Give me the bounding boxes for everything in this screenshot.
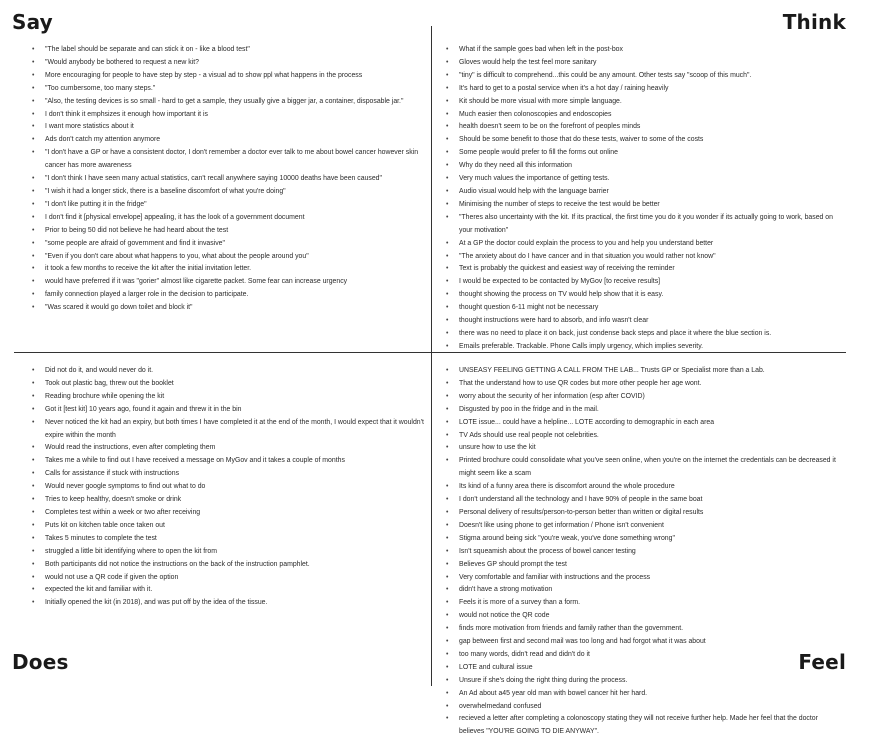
feel-item: • Feels it is more of a survey than a form. (444, 597, 844, 610)
feel-item: • Its kind of a funny area there is discomfort around the whole procedure (444, 481, 844, 494)
does-item: • Took out plastic bag, threw out the booklet (30, 378, 425, 391)
think-item: • Some people would prefer to fill the forms out online (444, 147, 844, 160)
think-item: • I would be expected to be contacted by MyGov [to receive results] (444, 276, 844, 289)
think-item: • Much easier then colonoscopies and endoscopies (444, 109, 844, 122)
feel-item: • Isn't squeamish about the process of bowel cancer testing (444, 546, 844, 559)
think-title: Think (782, 10, 846, 34)
feel-item: • finds more motivation from friends and family rather than the government. (444, 623, 844, 636)
does-item: • Never noticed the kit had an expiry, but both times I have completed it at the end of the month, I would expect that it wouldn't expire within the month (30, 417, 425, 443)
say-title: Say (12, 10, 53, 34)
say-item: • Prior to being 50 did not believe he had heard about the test (30, 225, 425, 238)
think-item: • Kit should be more visual with more simple language. (444, 96, 844, 109)
does-item: • Both participants did not notice the instructions on the back of the instruction pamphlet. (30, 559, 425, 572)
think-item: • "tiny" is difficult to comprehend...this could be any amount. Other tests say "scoop of this much". (444, 70, 844, 83)
does-item: • expected the kit and familiar with it. (30, 584, 425, 597)
feel-item: • That the understand how to use QR codes but more other people her age wont. (444, 378, 844, 391)
feel-item: • recieved a letter after completing a colonoscopy stating they will not receive further help. Made her feel that the doctor believes "YOU'RE GOING TO DIE ANYWAY". (444, 713, 844, 739)
does-item: • struggled a little bit identifying where to open the kit from (30, 546, 425, 559)
think-item: • What if the sample goes bad when left in the post-box (444, 44, 844, 57)
feel-item: • Personal delivery of results/person-to-person better than written or digital results (444, 507, 844, 520)
think-item: • Very much values the importance of getting tests. (444, 173, 844, 186)
feel-item: • Believes GP should prompt the test (444, 559, 844, 572)
does-item: • Initially opened the kit (in 2018), and was put off by the idea of the tissue. (30, 597, 425, 610)
say-item: • it took a few months to receive the kit after the initial invitation letter. (30, 263, 425, 276)
say-item: • "I wish it had a longer stick, there is a baseline discomfort of what you're doing" (30, 186, 425, 199)
say-item: • "Would anybody be bothered to request a new kit? (30, 57, 425, 70)
say-item: • "I don't like putting it in the fridge" (30, 199, 425, 212)
say-item: • family connection played a larger role in the decision to participate. (30, 289, 425, 302)
does-list (30, 365, 425, 610)
say-item: • "I don't have a GP or have a consistent doctor, I don't remember a doctor ever talk to me about bowel cancer however skin cancer has more awareness (30, 147, 425, 173)
does-item: • Takes 5 minutes to complete the test (30, 533, 425, 546)
feel-item: • LOTE issue... could have a helpline... LOTE according to demographic in each area (444, 417, 844, 430)
feel-item: • overwhelmedand confused (444, 701, 844, 714)
say-item: • I don't think it emphsizes it enough how important it is (30, 109, 425, 122)
think-item: • Should be some benefit to those that do these tests, waiver to some of the costs (444, 134, 844, 147)
feel-item: • Doesn't like using phone to get information / Phone isn't convenient (444, 520, 844, 533)
feel-title: Feel (798, 650, 846, 674)
does-item: • Would read the instructions, even after completing them (30, 442, 425, 455)
feel-item: • gap between first and second mail was too long and had forgot what it was about (444, 636, 844, 649)
think-item: • thought question 6-11 might not be necessary (444, 302, 844, 315)
does-item: • Calls for assistance if stuck with instructions (30, 468, 425, 481)
does-item: • Completes test within a week or two after receiving (30, 507, 425, 520)
think-item: • Minimising the number of steps to receive the test would be better (444, 199, 844, 212)
say-item: • "The label should be separate and can stick it on - like a blood test" (30, 44, 425, 57)
think-item: • there was no need to place it on back, just condense back steps and place it where the blue section is. (444, 328, 844, 341)
does-item: • Takes me a while to find out I have received a message on MyGov and it takes a couple of months (30, 455, 425, 468)
think-item: • thought instructions were hard to absorb, and info wasn't clear (444, 315, 844, 328)
think-item: • "The anxiety about do I have cancer and in that situation you would rather not know" (444, 251, 844, 264)
feel-item: • UNSEASY FEELING GETTING A CALL FROM THE LAB... Trusts GP or Specialist more than a Lab. (444, 365, 844, 378)
say-item: • More encouraging for people to have step by step - a visual ad to show ppl what happens in the process (30, 70, 425, 83)
feel-item: • would not notice the QR code (444, 610, 844, 623)
feel-item: • Very comfortable and familiar with instructions and the process (444, 572, 844, 585)
feel-item: • too many words, didn't read and didn't do it (444, 649, 844, 662)
does-item: • would not use a QR code if given the option (30, 572, 425, 585)
say-item: • "Too cumbersome, too many steps." (30, 83, 425, 96)
vertical-divider (431, 26, 432, 686)
think-list (444, 44, 844, 354)
say-item: • would have preferred if it was "gorier" almost like cigarette packet. Some fear can increase urgency (30, 276, 425, 289)
think-item: • Text is probably the quickest and easiest way of receiving the reminder (444, 263, 844, 276)
feel-item: • An Ad about a45 year old man with bowel cancer hit her hard. (444, 688, 844, 701)
feel-item: • Unsure if she's doing the right thing during the process. (444, 675, 844, 688)
feel-item: • unsure how to use the kit (444, 442, 844, 455)
does-item: • Got it [test kit] 10 years ago, found it again and threw it in the bin (30, 404, 425, 417)
feel-item: • worry about the security of her information (esp after COVID) (444, 391, 844, 404)
say-item: • Ads don't catch my attention anymore (30, 134, 425, 147)
say-item: • "Also, the testing devices is so small - hard to get a sample, they usually give a bigger jar, a container, disposable jar." (30, 96, 425, 109)
does-item: • Reading brochure while opening the kit (30, 391, 425, 404)
think-item: • thought showing the process on TV would help show that it is easy. (444, 289, 844, 302)
think-item: • Audio visual would help with the language barrier (444, 186, 844, 199)
think-item: • It's hard to get to a postal service when it's a hot day / raining heavily (444, 83, 844, 96)
does-item: • Did not do it, and would never do it. (30, 365, 425, 378)
think-item: • "Theres also uncertainty with the kit. If its practical, the first time you do it you wonder if its actually going to work, based on your motivation" (444, 212, 844, 238)
say-item: • "some people are afraid of government and find it invasive" (30, 238, 425, 251)
feel-item: • Printed brochure could consolidate what you've seen online, when you're on the internet the credentials can be decreased it might seem like a scam (444, 455, 844, 481)
feel-item: • Stigma around being sick "you're weak, you've done something wrong" (444, 533, 844, 546)
does-item: • Puts kit on kitchen table once taken out (30, 520, 425, 533)
feel-item: • LOTE and cultural issue (444, 662, 844, 675)
feel-list (444, 365, 844, 739)
say-item: • "Even if you don't care about what happens to you, what about the people around you" (30, 251, 425, 264)
does-item: • Tries to keep healthy, doesn't smoke or drink (30, 494, 425, 507)
feel-item: • TV Ads should use real people not celebrities. (444, 430, 844, 443)
say-item: • "I don't think I have seen many actual statistics, can't recall anywhere saying 10000 deaths have been caused" (30, 173, 425, 186)
say-list (30, 44, 425, 315)
feel-item: • didn't have a strong motivation (444, 584, 844, 597)
think-item: • Gloves would help the test feel more sanitary (444, 57, 844, 70)
think-item: • Why do they need all this information (444, 160, 844, 173)
say-item: • I want more statistics about it (30, 121, 425, 134)
does-item: • Would never google symptoms to find out what to do (30, 481, 425, 494)
think-item: • health doesn't seem to be on the forefront of peoples minds (444, 121, 844, 134)
say-item: • "Was scared it would go down toilet and block it" (30, 302, 425, 315)
feel-item: • Disgusted by poo in the fridge and in the mail. (444, 404, 844, 417)
does-title: Does (12, 650, 69, 674)
feel-item: • I don't understand all the technology and I have 90% of people in the same boat (444, 494, 844, 507)
say-item: • I don't find it [physical envelope] appealing, it has the look of a government document (30, 212, 425, 225)
think-item: • Emails preferable. Trackable. Phone Calls imply urgency, which implies severity. (444, 341, 844, 354)
think-item: • At a GP the doctor could explain the process to you and help you understand better (444, 238, 844, 251)
